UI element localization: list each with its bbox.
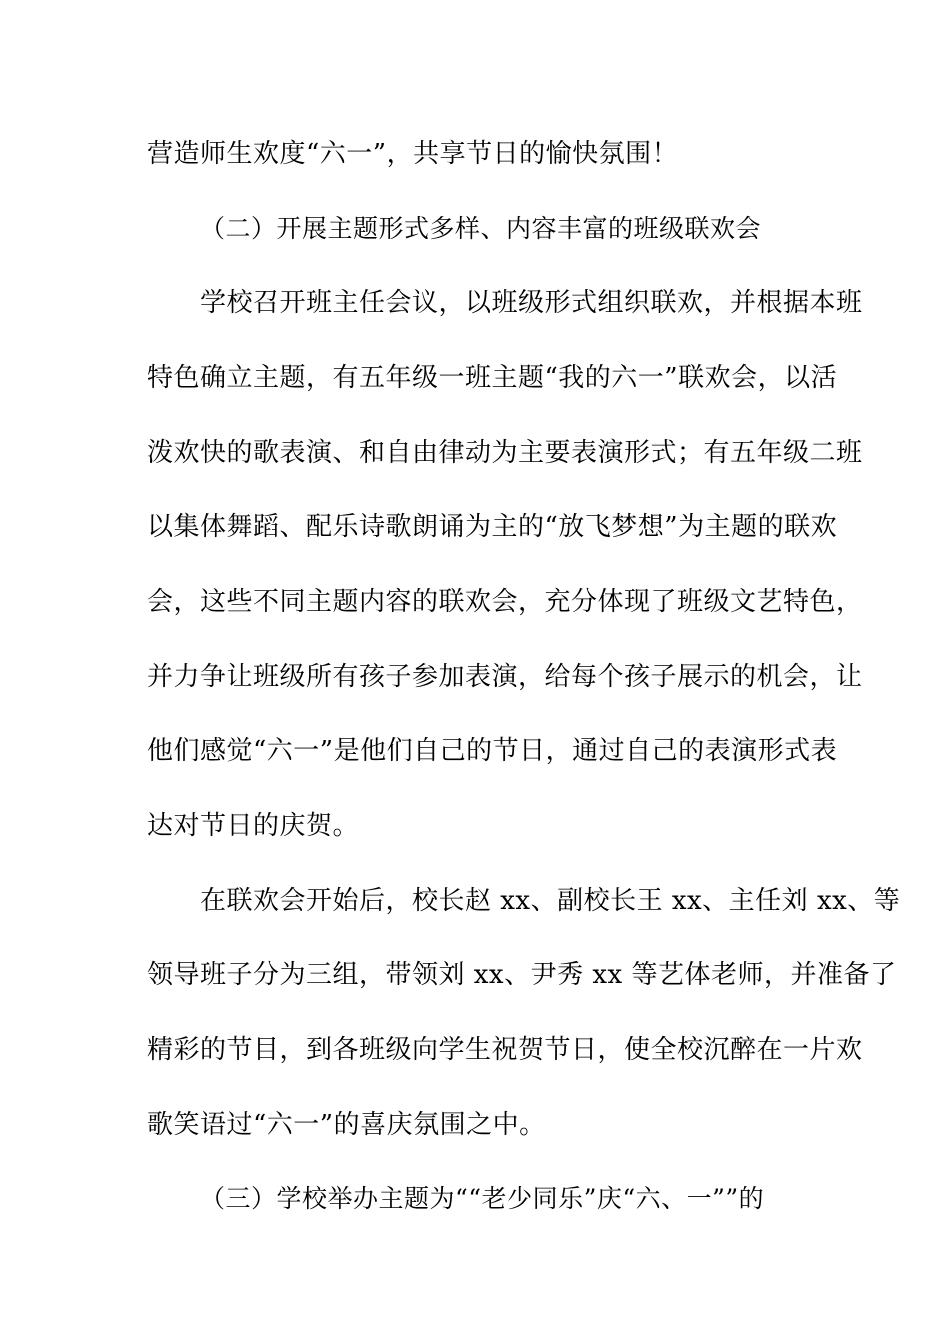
paragraph-line: 在联欢会开始后，校长赵 xx、副校长王 xx、主任刘 xx、等	[200, 886, 901, 916]
paragraph-line: 营造师生欢度“六一”，共享节日的愉快氛围！	[147, 139, 679, 169]
paragraph-line: 学校召开班主任会议，以班级形式组织联欢，并根据本班	[200, 288, 863, 318]
section-heading: （二）开展主题形式多样、内容丰富的班级联欢会	[200, 214, 762, 243]
paragraph-line: 并力争让班级所有孩子参加表演，给每个孩子展示的机会，让	[147, 662, 863, 692]
paragraph-line: 他们感觉“六一”是他们自己的节日，通过自己的表演形式表	[147, 736, 838, 766]
paragraph-line: 以集体舞蹈、配乐诗歌朗诵为主的“放飞梦想”为主题的联欢	[147, 512, 838, 542]
paragraph-line: 会，这些不同主题内容的联欢会，充分体现了班级文艺特色，	[147, 587, 863, 617]
paragraph-line: 精彩的节目，到各班级向学生祝贺节日，使全校沉醉在一片欢	[147, 1035, 863, 1065]
paragraph-line: 特色确立主题，有五年级一班主题“我的六一”联欢会，以活	[147, 363, 838, 393]
paragraph-line: 歌笑语过“六一”的喜庆氛围之中。	[147, 1110, 546, 1140]
paragraph-line: 达对节日的庆贺。	[147, 811, 360, 841]
paragraph-line: 泼欢快的歌表演、和自由律动为主要表演形式；有五年级二班	[147, 438, 863, 468]
paragraph-line: 领导班子分为三组，带领刘 xx、尹秀 xx 等艺体老师，并准备了	[147, 960, 897, 990]
section-heading: （三）学校举办主题为““老少同乐”庆“六、一””的	[200, 1184, 765, 1213]
